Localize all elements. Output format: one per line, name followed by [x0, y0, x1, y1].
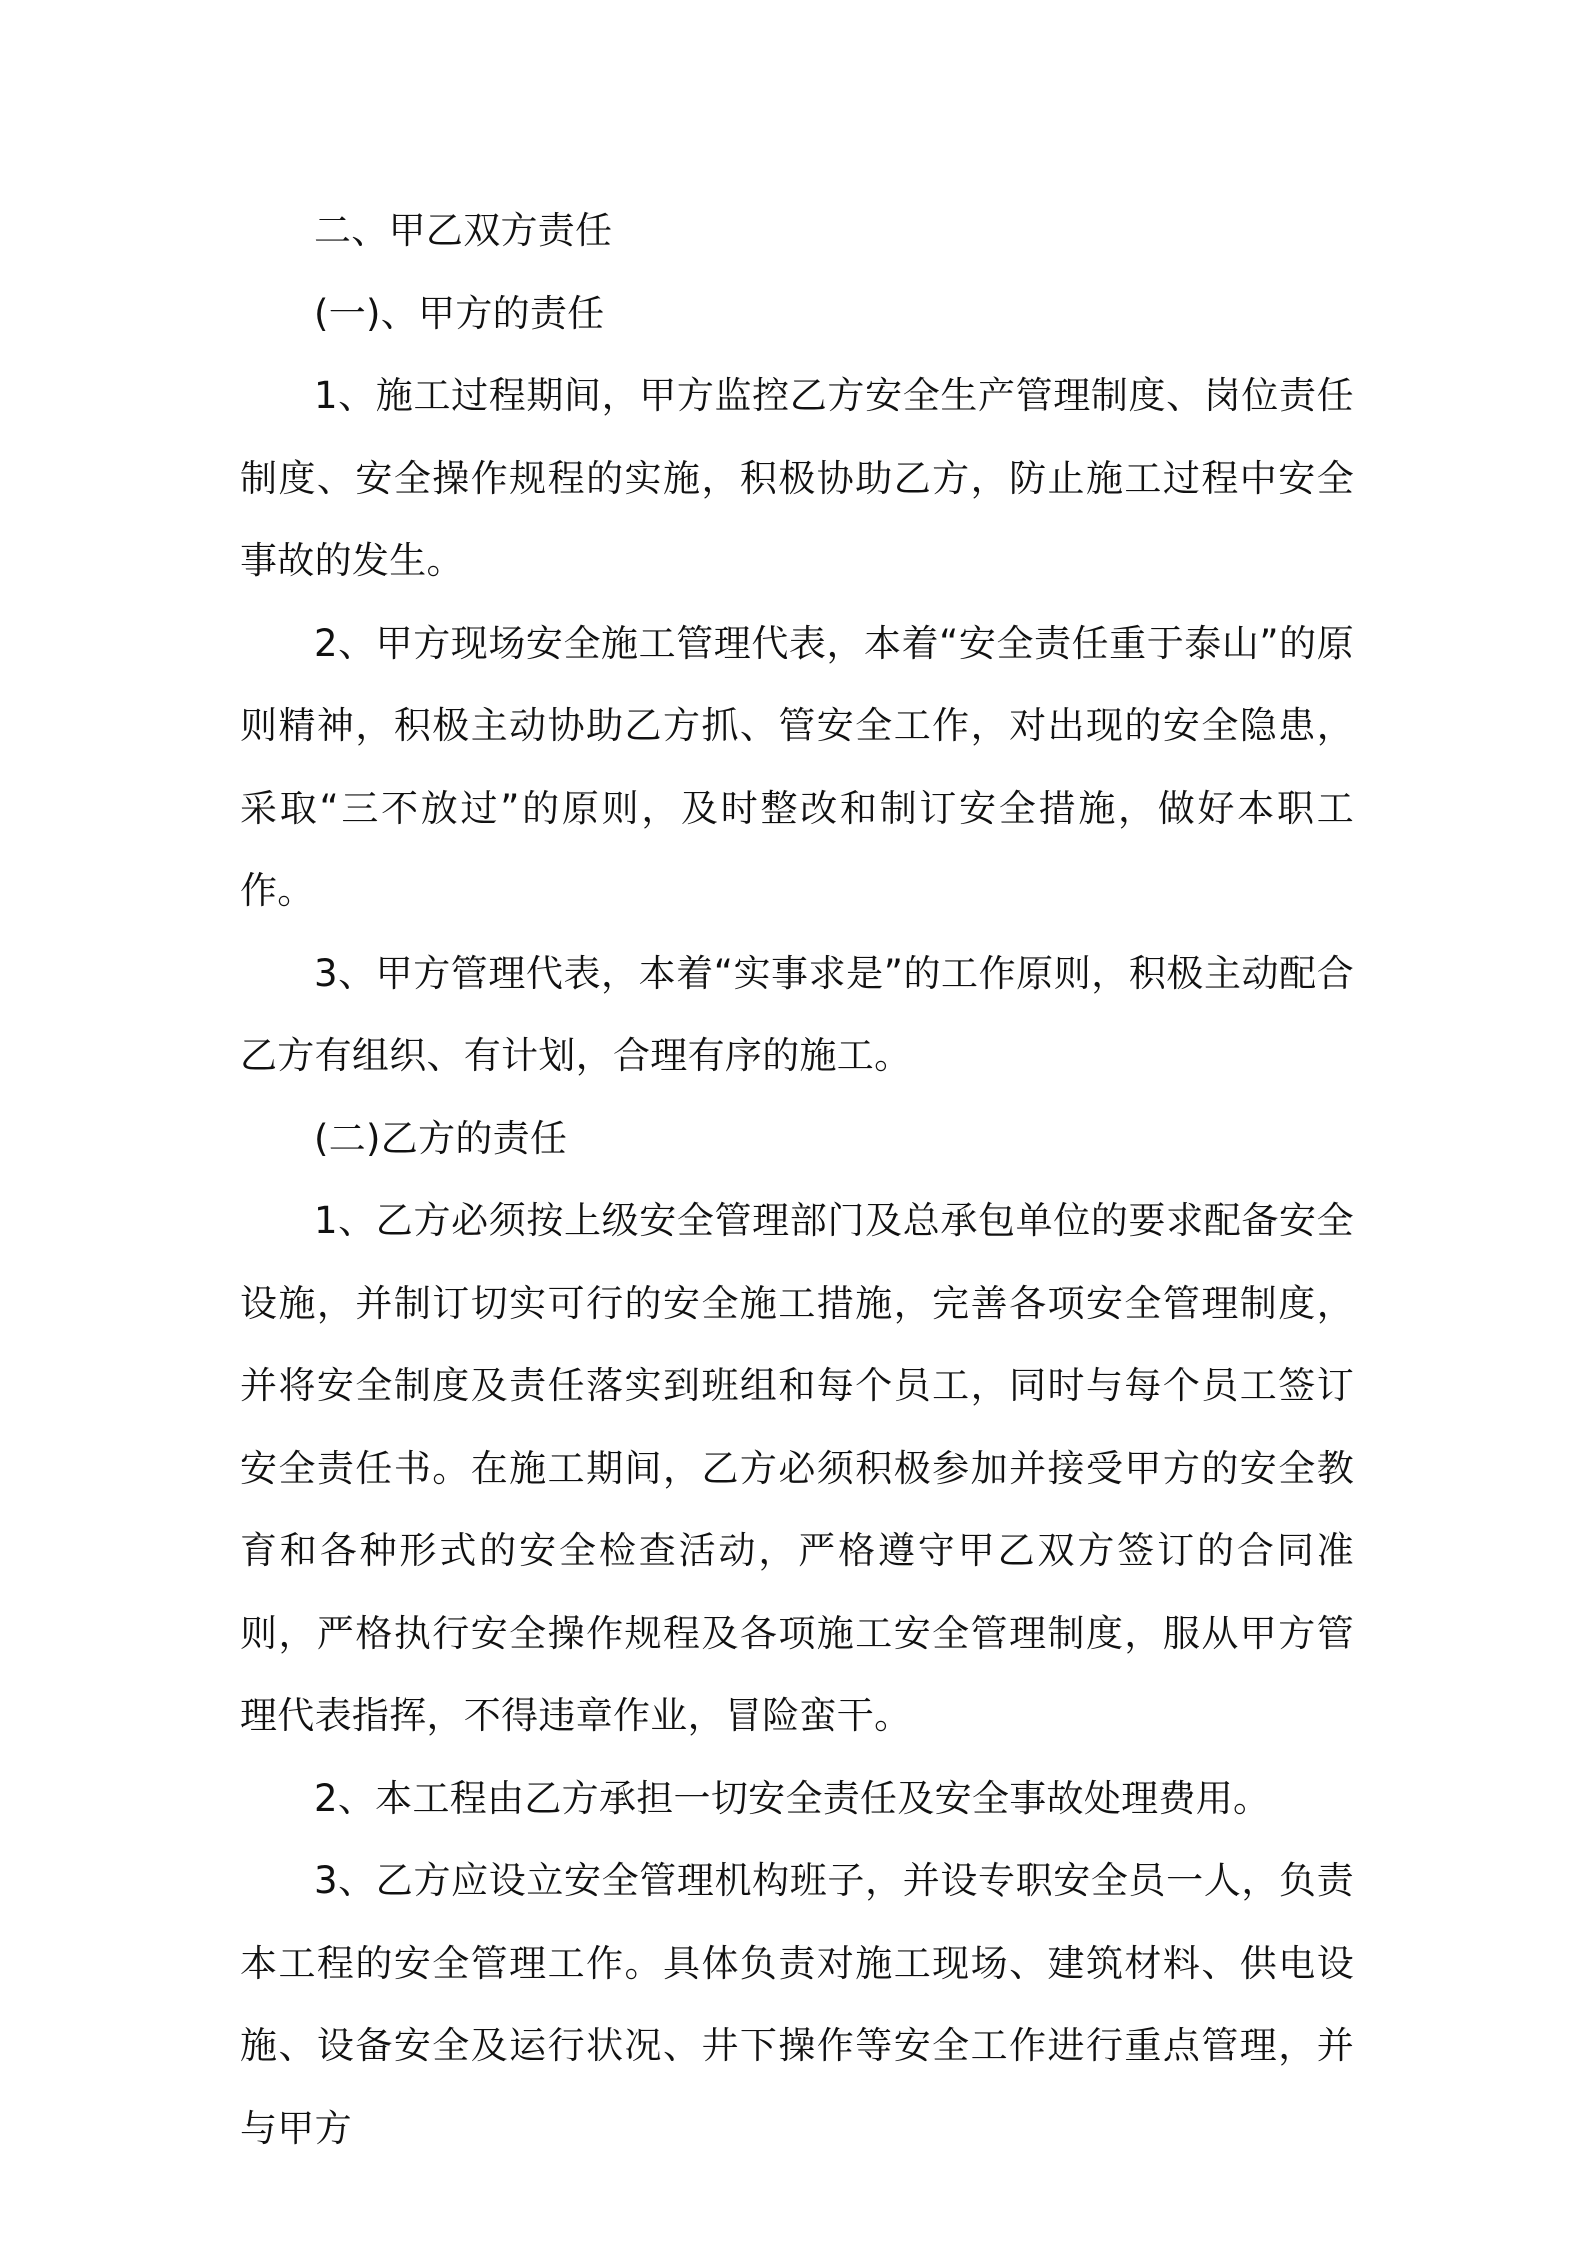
paragraph-party-b-3: 3、乙方应设立安全管理机构班子，并设专职安全员一人，负责本工程的安全管理工作。具体负责对施工现场、建筑材料、供电设施、设备安全及运行状况、井下操作等安全工作进行重点管理，并与甲方 — [240, 1859, 1354, 2150]
section-heading: 二、甲乙双方责任 — [314, 209, 613, 252]
paragraph-party-b-1: 1、乙方必须按上级安全管理部门及总承包单位的要求配备安全设施，并制订切实可行的安全施工措施，完善各项安全管理制度，并将安全制度及责任落实到班组和每个员工，同时与每个员工签订安全责任书。在施工期间，乙方必须积极参加并接受甲方的安全教育和各种形式的安全检查活动，严格遵守甲乙双方签订的合同准则，严格执行安全操作规程及各项施工安全管理制度，服从甲方管理代表指挥，不得违章作业，冒险蛮干。 — [240, 1199, 1354, 1737]
paragraph-party-a-1: 1、施工过程期间，甲方监控乙方安全生产管理制度、岗位责任制度、安全操作规程的实施，积极协助乙方，防止施工过程中安全事故的发生。 — [240, 374, 1354, 582]
subsection-heading-party-a: (一)、甲方的责任 — [314, 291, 605, 335]
paragraph-party-a-3: 3、甲方管理代表，本着“实事求是”的工作原则，积极主动配合乙方有组织、有计划，合理有序的施工。 — [240, 951, 1354, 1077]
paragraph-party-a-2: 2、甲方现场安全施工管理代表，本着“安全责任重于泰山”的原则精神，积极主动协助乙方抓、管安全工作，对出现的安全隐患，采取“三不放过”的原则，及时整改和制订安全措施，做好本职工作。 — [240, 621, 1354, 912]
subsection-heading-party-b: (二)乙方的责任 — [314, 1116, 568, 1160]
paragraph-party-b-2: 2、本工程由乙方承担一切安全责任及安全事故处理费用。 — [314, 1776, 1271, 1820]
document-body — [240, 190, 1354, 2170]
